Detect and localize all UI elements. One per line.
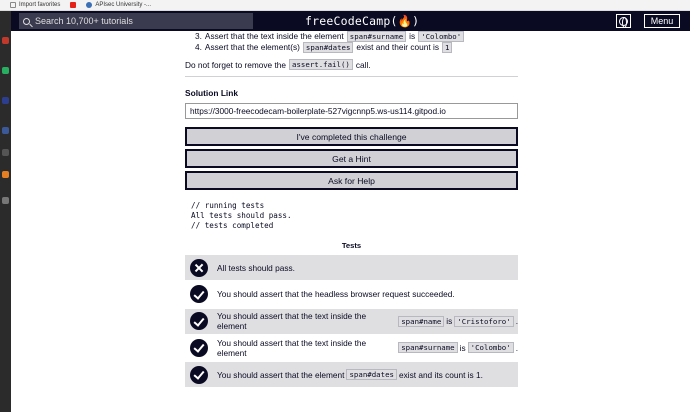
inline-code: assert.fail()	[289, 59, 353, 70]
language-button[interactable]	[616, 14, 631, 28]
item-text: is	[409, 31, 416, 41]
test-item	[185, 362, 518, 387]
test-list	[185, 255, 518, 387]
test-item	[185, 309, 518, 334]
console-line: All tests should pass.	[191, 211, 292, 220]
test-text: You should assert that the text inside the element	[217, 311, 367, 332]
test-text: .	[515, 342, 518, 353]
test-text: .	[515, 316, 518, 327]
test-text: You should assert that the headless browser request succeeded.	[217, 289, 455, 300]
apisec-icon	[86, 2, 92, 8]
menu-button[interactable]: Menu	[644, 14, 680, 28]
ask-for-help-button[interactable]: Ask for Help	[185, 171, 518, 190]
test-text: exist and its count is 1.	[398, 369, 483, 380]
test-text: is	[459, 342, 466, 353]
test-text: All tests should pass.	[217, 262, 295, 273]
test-item	[185, 282, 518, 307]
item-number: 4.	[195, 42, 202, 52]
test-console-output	[185, 201, 518, 231]
inline-code: span#dates	[346, 369, 397, 380]
test-item	[185, 335, 518, 360]
inline-code: span#surname	[398, 342, 457, 353]
search-input[interactable]: Search 10,700+ tutorials	[35, 16, 133, 26]
inline-code: span#surname	[347, 31, 406, 42]
favorite-label: Import favorites	[19, 2, 61, 8]
favorite-import[interactable]	[10, 2, 60, 8]
solution-link-input[interactable]: https://3000-freecodecam-boilerplate-527vigcnnp5.ws-us114.gitpod.io	[185, 103, 518, 119]
search-icon	[23, 18, 30, 25]
divider	[185, 76, 518, 77]
sidebar-app-icon[interactable]	[2, 37, 9, 44]
note-text: Do not forget to remove the	[185, 59, 287, 70]
inline-code: 'Colombo'	[468, 342, 514, 353]
instruction-item	[185, 42, 518, 53]
youtube-icon	[70, 2, 76, 8]
globe-icon	[619, 17, 628, 26]
favorites-bar	[0, 0, 690, 11]
inline-code: 'Colombo'	[418, 31, 464, 42]
tests-heading: Tests	[341, 241, 362, 250]
pass-check-icon	[190, 366, 208, 384]
solution-link-label: Solution Link	[185, 88, 239, 98]
search-bar[interactable]	[19, 13, 253, 29]
favorite-apisec[interactable]	[86, 2, 151, 8]
get-hint-button[interactable]: Get a Hint	[185, 149, 518, 168]
sidebar-app-icon[interactable]	[2, 127, 9, 134]
sidebar-app-icon[interactable]	[2, 97, 9, 104]
inline-code: span#name	[398, 316, 444, 327]
test-text: is	[446, 316, 453, 327]
sidebar-app-icon[interactable]	[2, 171, 9, 178]
fail-x-icon	[190, 259, 208, 277]
fcc-logo[interactable]: freeCodeCamp(🔥)	[305, 14, 420, 28]
inline-code: 'Cristoforo'	[454, 316, 513, 327]
item-text: Assert that the element(s)	[204, 42, 300, 52]
test-text: You should assert that the text inside the element	[217, 337, 367, 358]
challenge-content	[185, 31, 518, 389]
inline-code: 1	[442, 42, 452, 53]
sidebar-app-icon[interactable]	[2, 149, 9, 156]
sidebar-app-icon[interactable]	[2, 67, 9, 74]
sidebar-app-icon[interactable]	[2, 197, 9, 204]
item-number: 3.	[195, 31, 202, 41]
inline-code: span#dates	[303, 42, 354, 53]
complete-challenge-button[interactable]: I've completed this challenge	[185, 127, 518, 146]
instruction-list	[185, 31, 518, 53]
browser-sidebar	[0, 11, 11, 412]
pass-check-icon	[190, 312, 208, 330]
top-navbar	[11, 11, 690, 31]
console-line: // running tests	[191, 201, 265, 210]
test-text: You should assert that the element	[217, 369, 345, 380]
favorite-label: APIsec University -...	[95, 2, 152, 8]
remove-fail-note	[185, 59, 518, 70]
console-line: // tests completed	[191, 221, 274, 230]
pass-check-icon	[190, 339, 208, 357]
instruction-item	[185, 31, 518, 42]
import-icon	[10, 2, 16, 8]
pass-check-icon	[190, 285, 208, 303]
favorite-youtube[interactable]	[70, 2, 76, 8]
item-text: Assert that the text inside the element	[204, 31, 344, 41]
test-item	[185, 255, 518, 280]
note-text: call.	[355, 59, 371, 70]
item-text: exist and their count is	[356, 42, 439, 52]
